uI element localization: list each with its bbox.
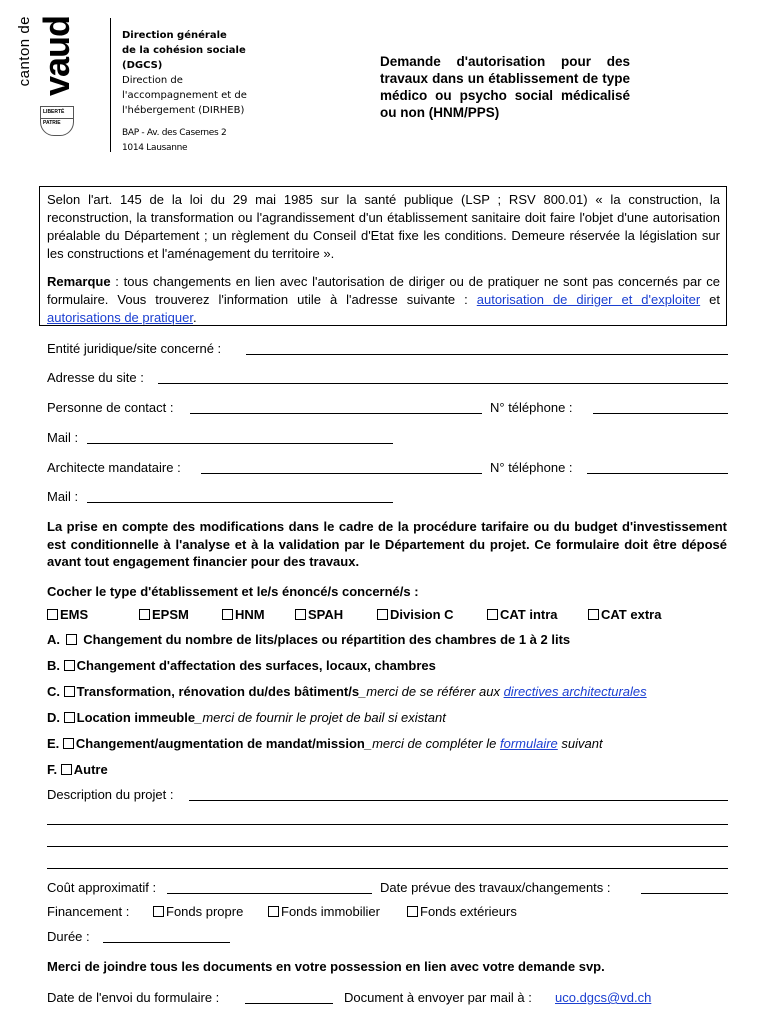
remark-and: et: [700, 292, 720, 307]
description-line-4[interactable]: [47, 868, 728, 869]
type-spah-label: SPAH: [308, 607, 344, 622]
statement-e-note-2: suivant: [557, 736, 603, 751]
statement-f-text: Autre: [73, 762, 108, 777]
architect-phone-input[interactable]: [587, 473, 728, 474]
remark-text: : tous changements en lien avec l'autorisation de diriger ou de pratiquer ne sont pas concernés par ce formulaire. Vous trouverez l'information utile à l'adresse suivante :: [47, 274, 720, 307]
financing-own-funds[interactable]: [153, 903, 243, 920]
remark-end: .: [192, 310, 197, 325]
statement-a-text: Changement du nombre de lits/places ou répartition des chambres de 1 à 2 lits: [83, 632, 571, 647]
architect-phone-label: N° téléphone :: [490, 460, 573, 475]
contact-label: Personne de contact :: [47, 400, 174, 415]
cost-input[interactable]: [167, 893, 372, 894]
statement-c-text: Transformation, rénovation du/des bâtiment/s: [76, 684, 360, 699]
statement-a-letter: A.: [47, 632, 60, 647]
statement-c-letter: C.: [47, 684, 60, 699]
entity-input[interactable]: [246, 354, 728, 355]
address-input[interactable]: [158, 383, 728, 384]
statement-d[interactable]: [47, 709, 446, 726]
duration-label: Durée :: [47, 929, 90, 944]
statement-d-note: _merci de fournir le projet de bail si existant: [195, 710, 446, 725]
statement-a[interactable]: [47, 631, 570, 648]
checkbox-icon[interactable]: [588, 609, 599, 620]
statement-e-text: Changement/augmentation de mandat/mission: [75, 736, 365, 751]
send-date-label: Date de l'envoi du formulaire :: [47, 990, 220, 1005]
date-input[interactable]: [641, 893, 728, 894]
checkbox-icon[interactable]: [139, 609, 150, 620]
mail-label: Mail :: [47, 430, 79, 445]
remark-label: Remarque: [47, 274, 111, 289]
statement-b[interactable]: [47, 657, 436, 674]
type-cat-intra-label: CAT intra: [500, 607, 558, 622]
department-block: [122, 28, 272, 156]
entity-label: Entité juridique/site concerné :: [47, 341, 222, 356]
statement-e[interactable]: [47, 735, 603, 752]
logo-motto-top: LIBERTÉ: [43, 109, 65, 115]
financing-real-estate-label: Fonds immobilier: [281, 904, 380, 919]
checkbox-icon[interactable]: [153, 906, 164, 917]
checkbox-icon[interactable]: [407, 906, 418, 917]
document-title: Demande d'autorisation pour des travaux dans un établissement de type médico ou psycho social médicalisé ou non (HNM/PPS): [380, 54, 630, 120]
dept-address-2: 1014 Lausanne: [122, 143, 188, 153]
checkbox-icon[interactable]: [63, 738, 74, 749]
link-formulaire[interactable]: formulaire: [499, 736, 558, 751]
financing-external-label: Fonds extérieurs: [420, 904, 517, 919]
architect-mail-label: Mail :: [47, 489, 79, 504]
type-cat-intra[interactable]: [487, 606, 558, 623]
financing-real-estate-funds[interactable]: [268, 903, 380, 920]
description-label: Description du projet :: [47, 787, 174, 802]
checkbox-icon[interactable]: [64, 712, 75, 723]
statement-f-letter: F.: [47, 762, 58, 777]
dept-address-1: BAP - Av. des Casernes 2: [122, 128, 227, 138]
statement-b-letter: B.: [47, 658, 60, 673]
checkbox-icon[interactable]: [61, 764, 72, 775]
dept-line-1: Direction générale: [122, 30, 227, 41]
statement-e-note: _merci de compléter le: [364, 736, 500, 751]
type-ems-label: EMS: [60, 607, 89, 622]
description-line-2[interactable]: [47, 824, 728, 825]
cost-label: Coût approximatif :: [47, 880, 157, 895]
architect-label: Architecte mandataire :: [47, 460, 181, 475]
type-epsm[interactable]: [139, 606, 189, 623]
duration-input[interactable]: [103, 942, 230, 943]
dept-line-5: l'accompagnement et de: [122, 90, 247, 101]
type-division-c-label: Division C: [390, 607, 454, 622]
logo-canton-text: canton de: [16, 16, 33, 87]
dept-line-3: (DGCS): [122, 60, 163, 71]
link-autorisations-pratiquer[interactable]: autorisations de pratiquer: [47, 310, 193, 325]
statement-f[interactable]: [47, 761, 108, 778]
description-line-3[interactable]: [47, 846, 728, 847]
dept-line-4: Direction de: [122, 75, 183, 86]
type-division-c[interactable]: [377, 606, 454, 623]
statement-d-text: Location immeuble: [76, 710, 196, 725]
financing-own-funds-label: Fonds propre: [166, 904, 244, 919]
statement-d-letter: D.: [47, 710, 60, 725]
type-hnm-label: HNM: [235, 607, 265, 622]
description-input[interactable]: [189, 800, 728, 801]
type-ems[interactable]: [47, 606, 88, 623]
checkbox-icon[interactable]: [268, 906, 279, 917]
dept-line-2: de la cohésion sociale: [122, 45, 246, 56]
type-hnm[interactable]: [222, 606, 265, 623]
logo-motto-bottom: PATRIE: [43, 120, 61, 126]
checkbox-icon[interactable]: [377, 609, 388, 620]
types-heading: Cocher le type d'établissement et le/s énoncé/s concerné/s :: [47, 584, 419, 599]
contact-input[interactable]: [190, 413, 482, 414]
mail-input[interactable]: [87, 443, 393, 444]
phone-label: N° téléphone :: [490, 400, 573, 415]
statement-c-note: _merci de se référer aux: [359, 684, 504, 699]
type-spah[interactable]: [295, 606, 343, 623]
financing-label: Financement :: [47, 904, 130, 919]
checkbox-icon[interactable]: [47, 609, 58, 620]
checkbox-icon[interactable]: [66, 634, 77, 645]
checkbox-icon[interactable]: [487, 609, 498, 620]
send-mail-label: Document à envoyer par mail à :: [344, 990, 532, 1005]
dept-line-6: l'hébergement (DIRHEB): [122, 105, 245, 116]
type-cat-extra[interactable]: [588, 606, 661, 623]
shield-icon: [40, 106, 74, 136]
type-cat-extra-label: CAT extra: [601, 607, 662, 622]
closing-message: Merci de joindre tous les documents en votre possession en lien avec votre demande svp.: [47, 959, 605, 974]
header-divider: [110, 18, 111, 152]
statement-e-letter: E.: [47, 736, 60, 751]
statement-b-text: Changement d'affectation des surfaces, locaux, chambres: [76, 658, 436, 673]
checkbox-icon[interactable]: [295, 609, 306, 620]
type-epsm-label: EPSM: [152, 607, 189, 622]
canton-vaud-logo: [16, 16, 84, 136]
financing-external-funds[interactable]: [407, 903, 517, 920]
phone-input[interactable]: [593, 413, 728, 414]
intro-remark: [47, 273, 720, 327]
statement-c[interactable]: [47, 683, 647, 700]
link-autorisation-diriger[interactable]: autorisation de diriger et d'exploiter: [476, 292, 701, 307]
financial-notice: La prise en compte des modifications dans le cadre de la procédure tarifaire ou du budget d'investissement est conditionnelle à l'analyse et à la validation par le Département du projet. Ce formulaire doit être déposé avant tout engagement financier pour des travaux.: [47, 519, 727, 569]
architect-input[interactable]: [201, 473, 482, 474]
email-link[interactable]: uco.dgcs@vd.ch: [555, 990, 652, 1005]
email-link-wrap[interactable]: [555, 989, 651, 1006]
link-directives-architecturales[interactable]: directives architecturales: [503, 684, 647, 699]
intro-box: [39, 186, 727, 326]
checkbox-icon[interactable]: [222, 609, 233, 620]
logo-vaud-text: vaud: [36, 16, 77, 97]
send-date-input[interactable]: [245, 1003, 333, 1004]
checkbox-icon[interactable]: [64, 660, 75, 671]
date-label: Date prévue des travaux/changements :: [380, 880, 611, 895]
intro-text: Selon l'art. 145 de la loi du 29 mai 1985 sur la santé publique (LSP ; RSV 800.01) « la construction, la reconstruction, la transformation ou l'agrandissement d'un établissement sanitaire doit faire l'objet d'une autorisation préalable du Département ; un règlement du Conseil d'Etat fixe les conditions. Demeure réservée la législation sur les constructions et l'aménagement du territoire ».: [47, 192, 720, 261]
address-label: Adresse du site :: [47, 370, 144, 385]
architect-mail-input[interactable]: [87, 502, 393, 503]
checkbox-icon[interactable]: [64, 686, 75, 697]
